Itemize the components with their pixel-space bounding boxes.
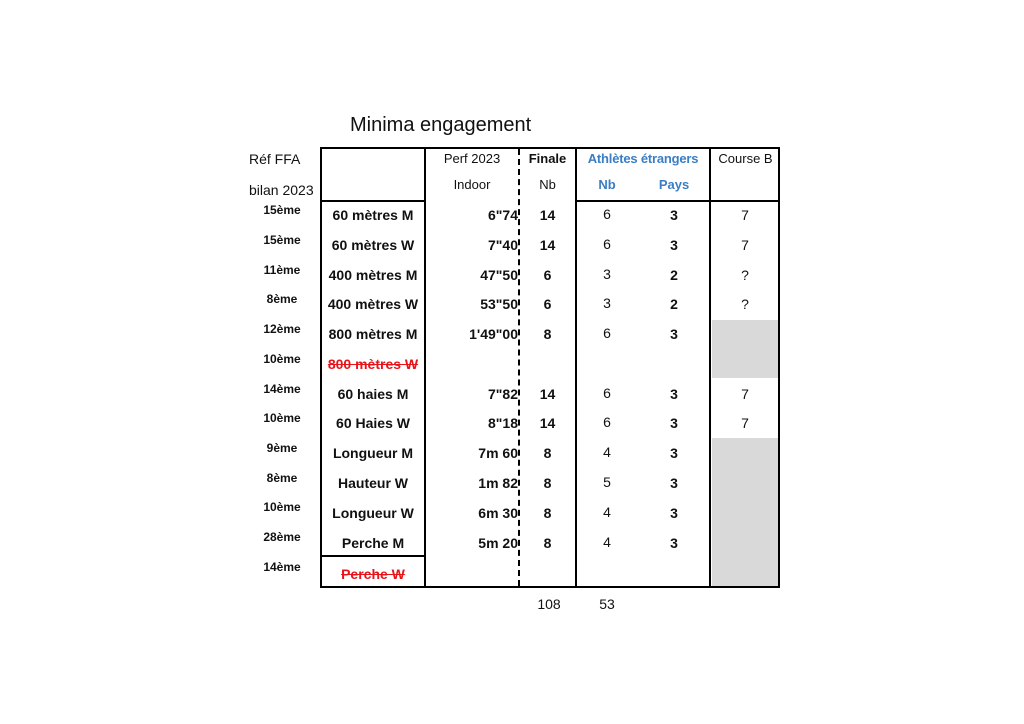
event-cell: Longueur W xyxy=(332,505,414,521)
perf-cell: 53"50 xyxy=(480,296,518,312)
pays-cell: 3 xyxy=(670,445,678,461)
rank-cell: 15ème xyxy=(263,233,301,247)
course-b-cell xyxy=(712,355,778,373)
nb-cell: 6 xyxy=(603,325,611,341)
event-cell: Longueur M xyxy=(332,445,414,461)
course-b-cell: 7 xyxy=(741,207,749,223)
finale-cell: 6 xyxy=(543,267,552,283)
pays-cell: 3 xyxy=(670,505,678,521)
event-cell: 400 mètres M xyxy=(328,267,418,283)
header-athletes-etrangers: Athlètes étrangers xyxy=(587,151,699,166)
perf-cell: 1'49"00 xyxy=(469,326,518,342)
event-cell-struck: Perche W xyxy=(341,566,405,582)
rank-cell: 14ème xyxy=(263,560,301,574)
pays-cell: 3 xyxy=(670,237,678,253)
course-b-cell xyxy=(712,534,778,552)
pays-cell: 3 xyxy=(670,535,678,551)
event-cell: 60 haies M xyxy=(337,386,409,402)
course-b-cell: 7 xyxy=(741,386,749,402)
header-indoor: Indoor xyxy=(453,177,491,192)
finale-cell xyxy=(520,355,575,373)
total-finale: 108 xyxy=(537,596,561,612)
rank-cell: 14ème xyxy=(263,382,301,396)
perf-cell: 6"74 xyxy=(488,207,518,223)
perf-cell: 6m 30 xyxy=(478,505,518,521)
finale-cell: 8 xyxy=(543,505,552,521)
perf-cell xyxy=(426,565,518,583)
course-b-cell: 7 xyxy=(741,237,749,253)
nb-cell: 4 xyxy=(603,534,611,550)
nb-cell: 5 xyxy=(603,474,611,490)
rank-cell: 10ème xyxy=(263,411,301,425)
perf-cell: 7"40 xyxy=(488,237,518,253)
ref-ffa-label: Réf FFA xyxy=(249,151,301,167)
finale-cell: 8 xyxy=(543,535,552,551)
perf-cell: 7m 60 xyxy=(478,445,518,461)
event-cell: 60 Haies W xyxy=(336,415,410,431)
column-divider xyxy=(709,147,711,588)
event-cell: 60 mètres M xyxy=(332,207,414,223)
course-b-cell xyxy=(712,444,778,462)
rank-cell: 15ème xyxy=(263,203,301,217)
nb-cell: 3 xyxy=(603,266,611,282)
finale-cell: 14 xyxy=(539,386,556,402)
header-finale-nb: Nb xyxy=(539,177,556,192)
pays-cell xyxy=(640,565,708,583)
nb-cell: 4 xyxy=(603,504,611,520)
nb-cell: 4 xyxy=(603,444,611,460)
perf-cell: 8"18 xyxy=(488,415,518,431)
perf-cell: 5m 20 xyxy=(478,535,518,551)
bilan-label: bilan 2023 xyxy=(249,182,314,198)
nb-cell: 6 xyxy=(603,414,611,430)
row-divider xyxy=(320,555,426,557)
rank-cell: 8ème xyxy=(266,471,298,485)
perf-cell xyxy=(426,355,518,373)
perf-cell: 1m 82 xyxy=(478,475,518,491)
finale-cell: 8 xyxy=(543,475,552,491)
course-b-cell: ? xyxy=(741,296,749,312)
pays-cell xyxy=(640,355,708,373)
course-b-cell xyxy=(712,325,778,343)
event-cell: 60 mètres W xyxy=(331,237,415,253)
nb-cell: 6 xyxy=(603,236,611,252)
rank-cell: 9ème xyxy=(266,441,298,455)
finale-cell xyxy=(520,565,575,583)
course-b-cell xyxy=(712,504,778,522)
rank-cell: 10ème xyxy=(263,500,301,514)
header-finale: Finale xyxy=(528,151,567,166)
pays-cell: 3 xyxy=(670,326,678,342)
event-cell: Perche M xyxy=(341,535,405,551)
event-cell: 800 mètres M xyxy=(328,326,418,342)
course-b-cell xyxy=(712,565,778,583)
nb-cell xyxy=(578,354,636,372)
header-divider xyxy=(320,200,426,202)
pays-cell: 3 xyxy=(670,386,678,402)
pays-cell: 3 xyxy=(670,415,678,431)
perf-cell: 47"50 xyxy=(480,267,518,283)
nb-cell xyxy=(578,564,636,582)
nb-cell: 6 xyxy=(603,385,611,401)
pays-cell: 2 xyxy=(670,296,678,312)
finale-cell: 14 xyxy=(539,207,556,223)
perf-cell: 7"82 xyxy=(488,386,518,402)
pays-cell: 2 xyxy=(670,267,678,283)
finale-cell: 8 xyxy=(543,326,552,342)
header-pays: Pays xyxy=(658,177,690,192)
nb-cell: 6 xyxy=(603,206,611,222)
finale-cell: 14 xyxy=(539,415,556,431)
rank-cell: 10ème xyxy=(263,352,301,366)
finale-cell: 14 xyxy=(539,237,556,253)
header-course-b: Course B xyxy=(718,151,773,166)
header-divider xyxy=(575,200,780,202)
rank-cell: 11ème xyxy=(263,263,301,277)
column-divider xyxy=(575,147,577,588)
rank-cell: 12ème xyxy=(263,322,301,336)
total-nb: 53 xyxy=(599,596,615,612)
rank-cell: 28ème xyxy=(263,530,301,544)
pays-cell: 3 xyxy=(670,475,678,491)
finale-cell: 6 xyxy=(543,296,552,312)
header-perf-2023: Perf 2023 xyxy=(443,151,501,166)
rank-cell: 8ème xyxy=(266,292,298,306)
nb-cell: 3 xyxy=(603,295,611,311)
event-cell-struck: 800 mètres W xyxy=(327,356,419,372)
header-nb: Nb xyxy=(598,177,616,192)
course-b-cell: 7 xyxy=(741,415,749,431)
course-b-cell: ? xyxy=(741,267,749,283)
event-cell: Hauteur W xyxy=(338,475,408,491)
course-b-cell xyxy=(712,474,778,492)
event-cell: 400 mètres W xyxy=(327,296,419,312)
page-title: Minima engagement xyxy=(350,114,532,136)
finale-cell: 8 xyxy=(543,445,552,461)
pays-cell: 3 xyxy=(670,207,678,223)
